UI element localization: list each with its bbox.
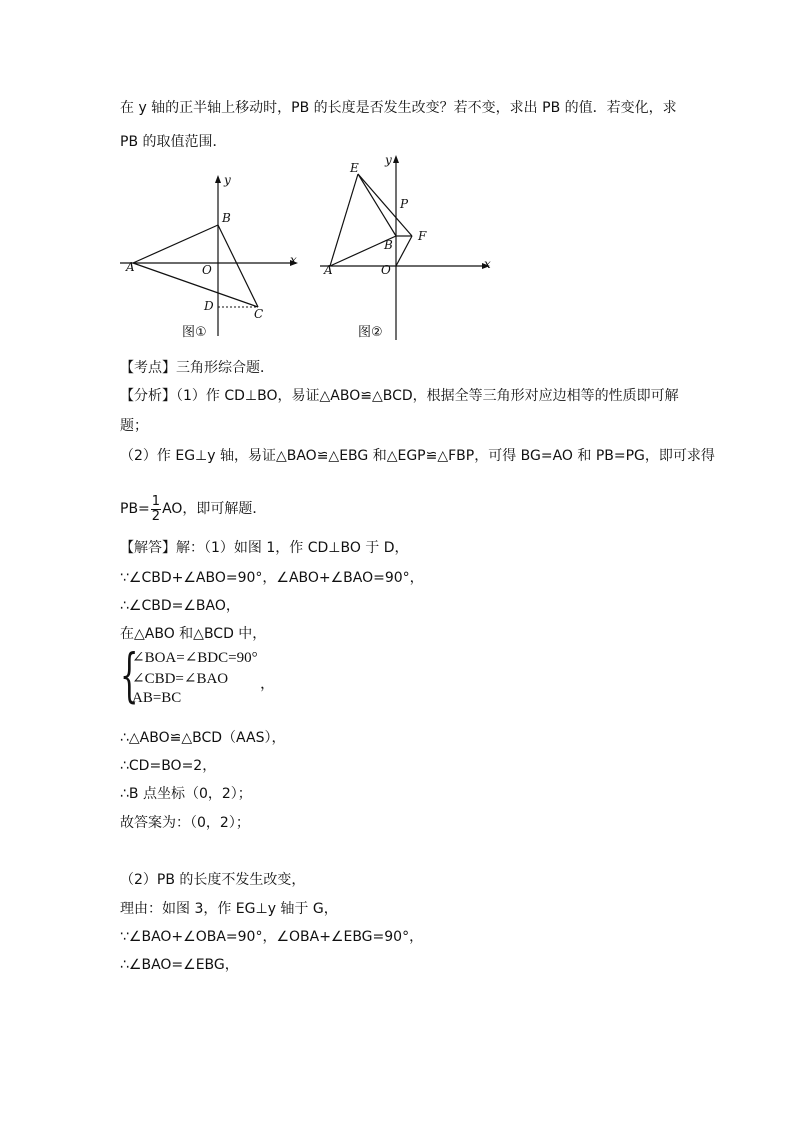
system-trailing-comma: ， <box>260 676 276 692</box>
pb-prefix: PB= <box>120 501 150 517</box>
label-C: C <box>254 307 264 321</box>
figure-1 <box>118 170 308 342</box>
label-O: O <box>202 263 212 277</box>
label-x: x <box>484 257 491 271</box>
label-A: A <box>126 260 135 274</box>
y-arrow <box>393 155 399 163</box>
fenxi-line: 【分析】（1）作 CD⊥BO，易证△ABO≌△BCD，根据全等三角形对应边相等的性质即可解 <box>120 388 679 404</box>
proof-line: 在△ABO 和△BCD 中， <box>120 626 267 642</box>
proof-line: ∴B 点坐标（0，2）； <box>120 786 252 802</box>
proof-line: ∴∠BAO=∠EBG， <box>120 957 239 973</box>
segment-FO <box>396 236 412 266</box>
text-line: PB 的取值范围． <box>120 134 227 150</box>
figure-caption: 图① <box>182 325 207 340</box>
label-D: D <box>204 299 214 313</box>
figure-2 <box>316 152 500 342</box>
figure-caption: 图② <box>358 325 383 340</box>
pb-formula-line <box>120 494 266 524</box>
segment-AE <box>330 174 358 266</box>
label-F: F <box>418 229 427 243</box>
segment-AB <box>133 225 218 263</box>
label-P: P <box>400 197 409 211</box>
kaodian-line: 【考点】三角形综合题． <box>120 360 274 376</box>
y-arrow <box>215 175 221 183</box>
proof-line: ∵∠CBD+∠ABO=90°，∠ABO+∠BAO=90°， <box>120 570 424 586</box>
fraction-numerator: 1 <box>151 493 161 509</box>
fraction <box>151 495 161 524</box>
proof-line: ∴△ABO≌△BCD（AAS）， <box>120 730 286 746</box>
jieda-line: 【解答】解：（1）如图 1，作 CD⊥BO 于 D， <box>120 540 409 556</box>
fenxi-line: 题； <box>120 418 148 434</box>
proof-line: ∴∠CBD=∠BAO， <box>120 598 240 614</box>
proof-line: ∵∠BAO+∠OBA=90°，∠OBA+∠EBG=90°， <box>120 929 424 945</box>
proof-line: ∴CD=BO=2， <box>120 758 217 774</box>
system-row: ∠BOA=∠BDC=90° <box>132 650 258 666</box>
proof-line: （2）PB 的长度不发生改变， <box>120 872 306 888</box>
system-row: AB=BC <box>132 690 182 706</box>
pb-suffix: AO，即可解题． <box>162 501 267 517</box>
proof-line: 理由：如图 3，作 EG⊥y 轴于 G， <box>120 901 338 917</box>
fenxi-line: （2）作 EG⊥y 轴，易证△BAO≌△EBG 和△EGP≌△FBP，可得 BG=AO 和 PB=PG，即可求得 <box>120 448 715 464</box>
text-line: 在 y 轴的正半轴上移动时，PB 的长度是否发生改变？若不变，求出 PB 的值．若变化，求 <box>120 100 677 116</box>
system-row: ∠CBD=∠BAO <box>132 671 229 687</box>
label-A: A <box>324 263 333 277</box>
label-y: y <box>385 153 392 167</box>
label-y: y <box>224 173 231 187</box>
answer-line: 故答案为：（0，2）； <box>120 815 250 831</box>
left-brace: { <box>120 641 139 709</box>
fraction-denominator: 2 <box>151 508 161 524</box>
label-x: x <box>290 253 297 267</box>
label-E: E <box>350 161 359 175</box>
segment-EB <box>358 174 396 236</box>
label-B: B <box>222 211 231 225</box>
label-O: O <box>381 263 391 277</box>
label-B: B <box>384 238 393 252</box>
